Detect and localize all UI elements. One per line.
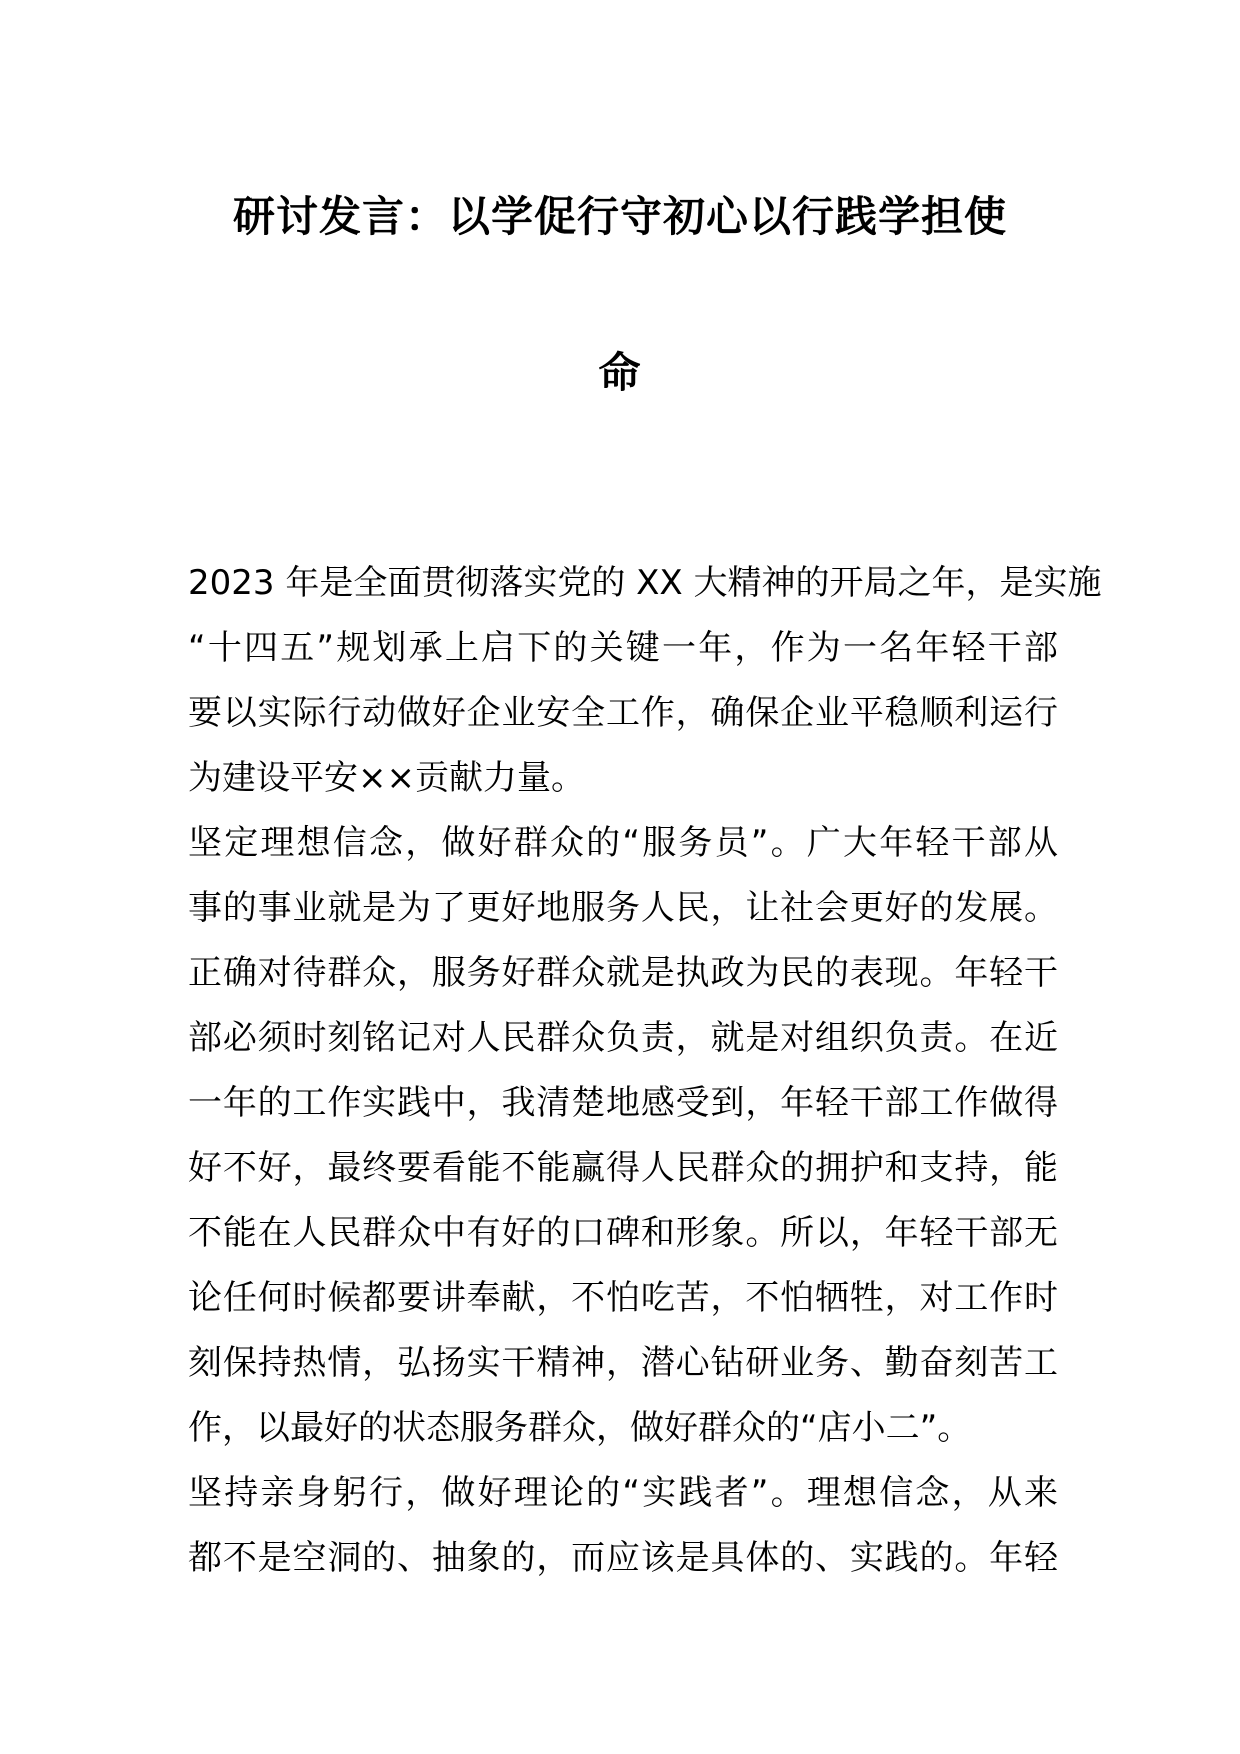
paragraph-line: “十四五”规划承上启下的关键一年，作为一名年轻干部 (188, 628, 1058, 668)
paragraph-intro (188, 551, 1102, 811)
paragraph-line: 正确对待群众，服务好群众就是执政为民的表现。年轻干 (188, 953, 1058, 993)
paragraph-line: 都不是空洞的、抽象的，而应该是具体的、实践的。年轻 (188, 1538, 1058, 1578)
paragraph-line: 论任何时候都要讲奉献，不怕吃苦，不怕牺牲，对工作时 (188, 1278, 1058, 1318)
title-line: 命 (598, 348, 642, 397)
paragraph-line: 好不好，最终要看能不能赢得人民群众的拥护和支持，能 (188, 1148, 1058, 1188)
paragraph-line: 坚定理想信念，做好群众的“服务员”。广大年轻干部从 (188, 823, 1058, 863)
paragraph-line: 作，以最好的状态服务群众，做好群众的“店小二”。 (188, 1408, 972, 1448)
paragraph-practice (188, 1461, 1058, 1591)
paragraph-line: 刻保持热情，弘扬实干精神，潜心钻研业务、勤奋刻苦工 (188, 1343, 1058, 1383)
paragraph-line: 2023 年是全面贯彻落实党的 XX 大精神的开局之年，是实施 (188, 563, 1102, 603)
paragraph-line: 要以实际行动做好企业安全工作，确保企业平稳顺利运行 (188, 693, 1058, 733)
document-body (188, 551, 1102, 1591)
paragraph-line: 一年的工作实践中，我清楚地感受到，年轻干部工作做得 (188, 1083, 1058, 1123)
paragraph-line: 坚持亲身躬行，做好理论的“实践者”。理想信念，从来 (188, 1473, 1058, 1513)
paragraph-line: 不能在人民群众中有好的口碑和形象。所以，年轻干部无 (188, 1213, 1058, 1253)
document-title (190, 192, 1050, 397)
paragraph-line: 事的事业就是为了更好地服务人民，让社会更好的发展。 (188, 888, 1058, 928)
paragraph-service (188, 811, 1058, 1461)
title-line: 研讨发言：以学促行守初心以行践学担使 (232, 192, 1007, 241)
paragraph-line: 为建设平安××贡献力量。 (188, 758, 585, 798)
paragraph-line: 部必须时刻铭记对人民群众负责，就是对组织负责。在近 (188, 1018, 1058, 1058)
